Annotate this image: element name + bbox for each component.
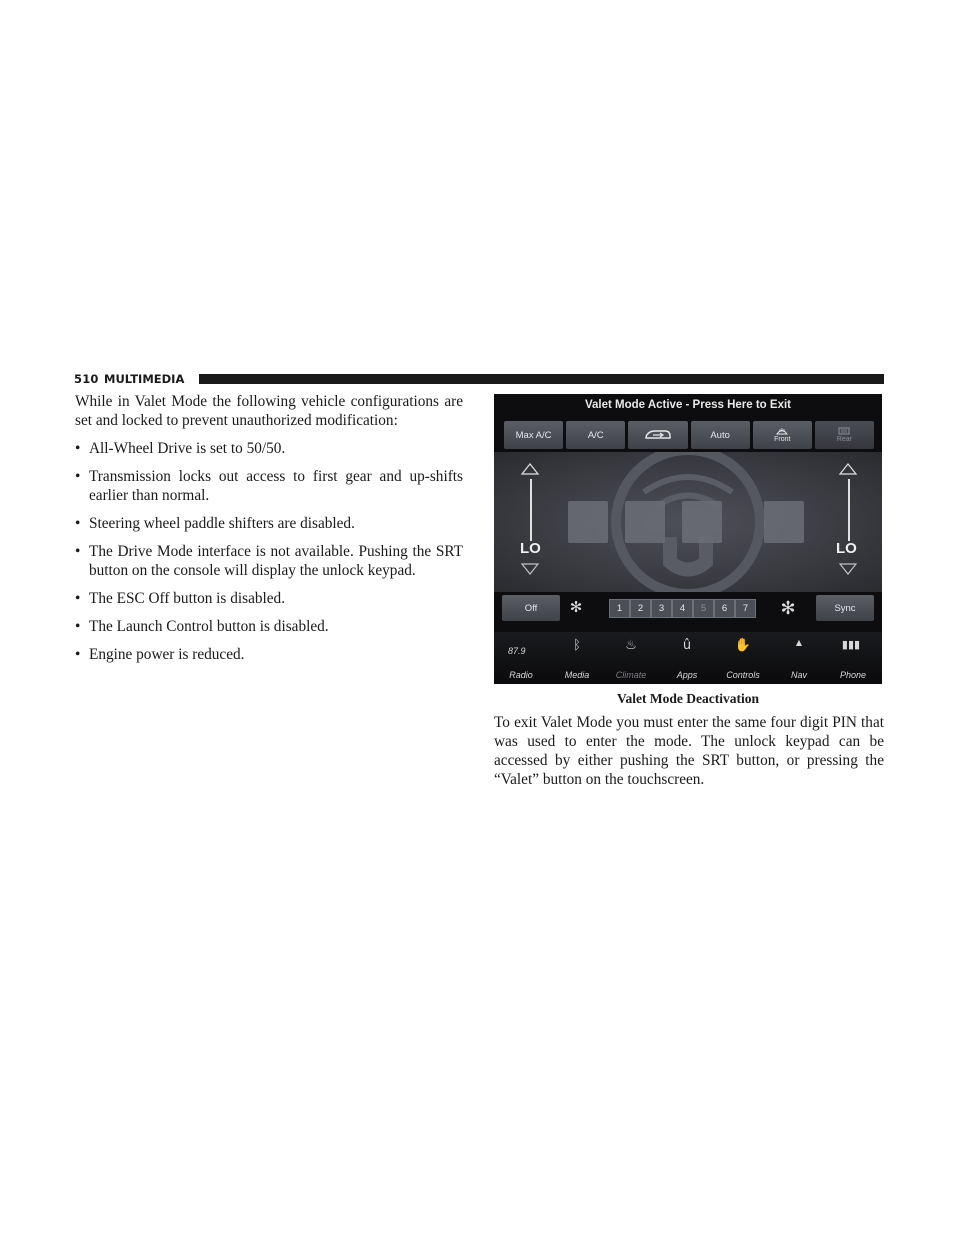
bullet-dot-icon: • [75,468,81,485]
header-rule [199,374,884,384]
sync-button[interactable]: Sync [816,595,874,621]
airflow-bilevel-icon[interactable] [625,501,665,543]
bullet-item: • Steering wheel paddle shifters are disabled. [75,515,355,532]
airflow-defrost-floor-icon[interactable] [764,501,804,543]
apps-icon: û [682,638,692,653]
right-temp-slider[interactable] [848,479,850,541]
bullet-dot-icon: • [75,543,81,560]
bluetooth-icon: ᛒ [573,638,581,653]
nav-radio[interactable]: Radio [509,670,533,680]
fan-speed-7[interactable]: 7 [735,599,756,618]
page-number: 510 [74,372,99,386]
fan-speed-3[interactable]: 3 [651,599,672,618]
bullet-dot-icon: • [75,618,81,635]
climate-button-row [504,421,874,449]
bullet-dot-icon: • [75,590,81,607]
ac-button[interactable]: A/C [566,421,625,449]
signal-strength-icon: ▮▮▮ [841,638,861,651]
nav-nav[interactable]: Nav [790,670,807,680]
right-temp-readout: LO [836,540,857,557]
rear-defrost-icon [837,426,851,436]
touchscreen-image [494,394,882,684]
bullet-item: • The Drive Mode interface is not available. Pushing the SRT button on the console will display the unlock keypad. [75,543,463,579]
rear-defrost-label: Rear [836,436,853,443]
fan-control-row [502,595,874,621]
fan-speed-2[interactable]: 2 [630,599,651,618]
max-ac-button[interactable]: Max A/C [504,421,563,449]
fan-speed-1[interactable]: 1 [609,599,630,618]
fan-low-icon[interactable]: ✻ [569,600,583,616]
bullet-dot-icon: • [75,515,81,532]
bullet-item: • Engine power is reduced. [75,646,245,663]
bullet-dot-icon: • [75,440,81,457]
nav-controls[interactable]: Controls [726,670,760,680]
left-temp-up-icon[interactable] [520,462,540,476]
figure-caption: Valet Mode Deactivation [617,691,759,706]
page-header [74,372,884,386]
left-temp-readout: LO [520,540,541,557]
bullet-item: • Transmission locks out access to first gear and up-shifts earlier than normal. [75,468,463,504]
right-temp-up-icon[interactable] [838,462,858,476]
airflow-floor-icon[interactable] [682,501,722,543]
bullet-item: • All-Wheel Drive is set to 50/50. [75,440,286,457]
front-defrost-icon [775,426,789,436]
controls-icon: ✋ [734,638,752,653]
auto-button[interactable]: Auto [691,421,750,449]
front-defrost-label: Front [774,436,791,443]
valet-exit-banner[interactable]: Valet Mode Active - Press Here to Exit [584,399,791,411]
nav-climate[interactable]: Climate [615,670,647,680]
left-temp-slider[interactable] [530,479,532,541]
left-temp-down-icon[interactable] [520,562,540,576]
climate-main-panel [494,452,882,592]
fan-speed-4[interactable]: 4 [672,599,693,618]
fan-speed-6[interactable]: 6 [714,599,735,618]
nav-apps[interactable]: Apps [676,670,698,680]
radio-frequency: 87.9 [508,646,526,656]
nav-phone[interactable]: Phone [839,670,867,680]
fan-off-button[interactable]: Off [502,595,560,621]
nav-media[interactable]: Media [564,670,590,680]
fan-speed-5[interactable]: 5 [693,599,714,618]
bullet-item: • The Launch Control button is disabled. [75,618,329,635]
nav-arrow-icon: ▲ [795,638,803,647]
front-defrost-button[interactable] [753,421,812,449]
bullet-item: • The ESC Off button is disabled. [75,590,286,607]
recirculation-button[interactable] [628,421,687,449]
bottom-nav-bar [494,632,882,684]
exit-paragraph: To exit Valet Mode you must enter the same four digit PIN that was used to enter the mode. The unlock keypad can be accessed by either pushing the SRT button, or pressing the “Valet” button on the touchscreen. [494,714,884,788]
fan-high-icon[interactable]: ✻ [780,598,796,618]
recirculation-icon [643,428,673,442]
left-column [75,392,463,673]
bullet-dot-icon: • [75,646,81,663]
airflow-panel-icon[interactable] [568,501,608,543]
climate-icon: ♨ [625,638,637,653]
right-temp-down-icon[interactable] [838,562,858,576]
section-title: MULTIMEDIA [104,372,185,386]
rear-defrost-button[interactable] [815,421,874,449]
intro-paragraph: While in Valet Mode the following vehicle configurations are set and locked to prevent unauthorized modification: [75,393,463,429]
